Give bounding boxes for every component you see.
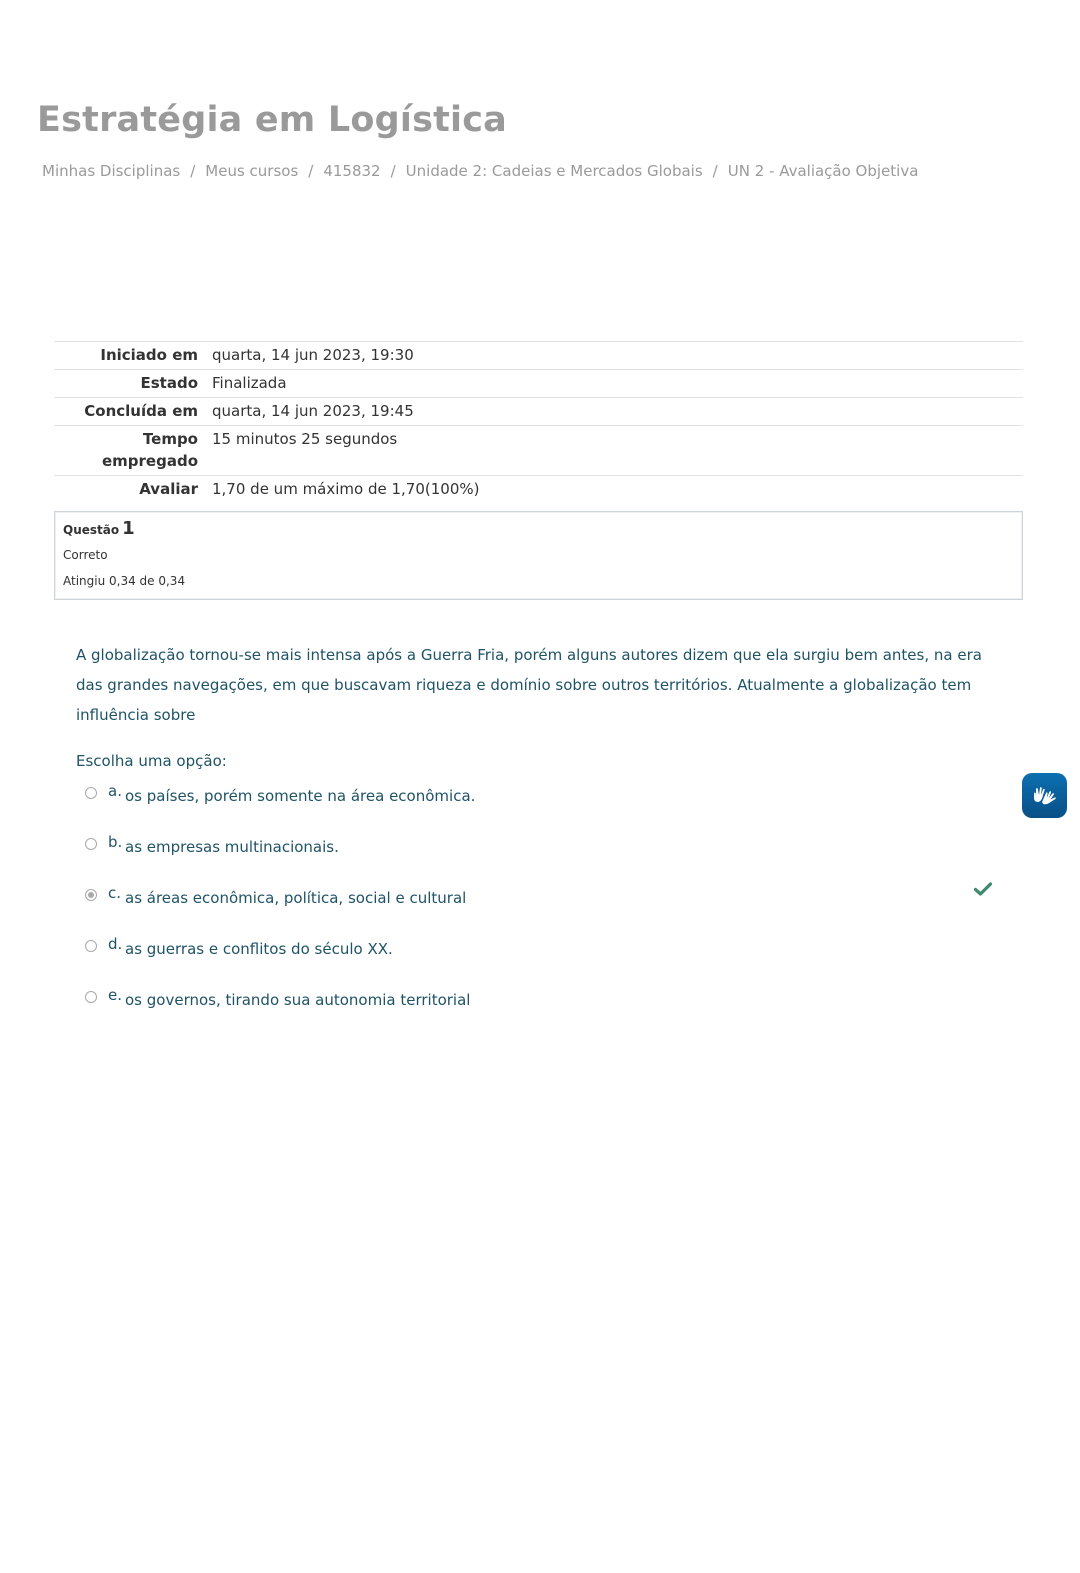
radio-button[interactable]: [85, 991, 97, 1003]
answer-letter: d.: [108, 935, 123, 953]
summary-label: Estado: [140, 374, 198, 392]
summary-value: 15 minutos 25 segundos: [212, 430, 398, 448]
breadcrumb-separator: /: [390, 162, 396, 180]
answer-prompt: Escolha uma opção:: [76, 752, 227, 770]
question-number: [63, 518, 135, 539]
summary-label: Tempo empregado: [101, 430, 198, 470]
answer-text: as empresas multinacionais.: [125, 838, 339, 856]
question-text: A globalização tornou-se mais intensa após a Guerra Fria, porém alguns autores dizem que ela surgiu bem antes, na era das grandes navegações, em que buscavam riqueza e domínio sobre outros territórios. Atualmente a globalização tem influência sobre: [76, 646, 982, 724]
breadcrumb-item-unidade[interactable]: Unidade 2: Cadeias e Mercados Globais: [405, 162, 703, 180]
breadcrumb-item-course-id[interactable]: 415832: [323, 162, 381, 180]
question-number-value: 1: [122, 518, 135, 539]
breadcrumb-separator: /: [308, 162, 314, 180]
breadcrumb: [42, 162, 918, 180]
answer-text: os países, porém somente na área econômica.: [125, 787, 476, 805]
accessibility-button[interactable]: [1022, 773, 1067, 818]
breadcrumb-item-avaliacao[interactable]: UN 2 - Avaliação Objetiva: [727, 162, 919, 180]
answer-option-c[interactable]: [76, 884, 996, 914]
breadcrumb-item-minhas-disciplinas[interactable]: Minhas Disciplinas: [42, 162, 181, 180]
answer-letter: a.: [108, 782, 122, 800]
answer-option-d[interactable]: [76, 935, 996, 965]
breadcrumb-item-meus-cursos[interactable]: Meus cursos: [205, 162, 299, 180]
attempt-summary-table: [54, 341, 1023, 503]
answer-letter: b.: [108, 833, 123, 851]
answer-text: os governos, tirando sua autonomia territorial: [125, 991, 471, 1009]
radio-button[interactable]: [85, 940, 97, 952]
breadcrumb-separator: /: [712, 162, 718, 180]
sign-language-hands-icon: [1030, 781, 1060, 811]
summary-label: Avaliar: [139, 480, 198, 498]
summary-label: Iniciado em: [100, 346, 198, 364]
answer-text: as guerras e conflitos do século XX.: [125, 940, 393, 958]
summary-row-completed: [54, 398, 1023, 426]
answer-option-b[interactable]: [76, 833, 996, 863]
answer-option-e[interactable]: [76, 986, 996, 1016]
summary-value: quarta, 14 jun 2023, 19:45: [212, 402, 414, 420]
question-info-box: [54, 511, 1023, 600]
summary-value: 1,70 de um máximo de 1,70(100%): [212, 480, 480, 498]
summary-row-started: [54, 342, 1023, 370]
breadcrumb-separator: /: [190, 162, 196, 180]
summary-label: Concluída em: [84, 402, 198, 420]
check-icon: [974, 882, 992, 896]
question-label: Questão: [63, 523, 120, 537]
summary-value: quarta, 14 jun 2023, 19:30: [212, 346, 414, 364]
answer-text: as áreas econômica, política, social e cultural: [125, 889, 467, 907]
answer-letter: c.: [108, 884, 122, 902]
radio-button-selected[interactable]: [85, 889, 97, 901]
question-state: Correto: [63, 548, 108, 562]
answer-letter: e.: [108, 986, 122, 1004]
radio-button[interactable]: [85, 838, 97, 850]
summary-row-time-taken: [54, 426, 1023, 476]
summary-row-grade: [54, 476, 1023, 504]
radio-button[interactable]: [85, 787, 97, 799]
answer-option-a[interactable]: [76, 782, 996, 812]
summary-value: Finalizada: [212, 374, 287, 392]
page-title: Estratégia em Logística: [37, 100, 507, 140]
summary-row-state: [54, 370, 1023, 398]
question-grade: Atingiu 0,34 de 0,34: [63, 574, 186, 588]
